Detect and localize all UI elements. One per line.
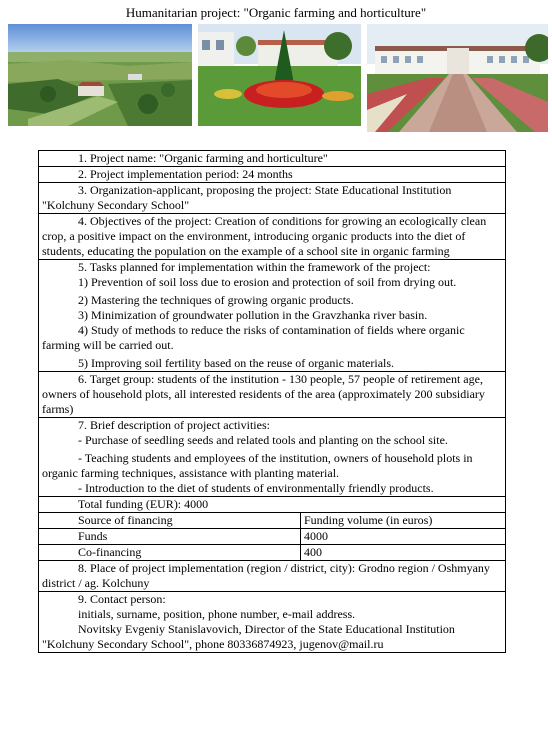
organization-applicant: 3. Organization-applicant, proposing the project: State Educational Institution "Kolchuny Secondary School" [42, 183, 452, 212]
funding-header-row [39, 513, 506, 529]
activity-item: - Introduction to the diet of students of environmentally friendly products. [78, 481, 434, 495]
aerial-village-photo [8, 24, 192, 126]
task-item: 3) Minimization of groundwater pollution in the Gravzhanka river basin. [78, 308, 428, 322]
table-row [39, 592, 506, 653]
task-item: 1) Prevention of soil loss due to erosion and protection of soil from drying out. [78, 275, 457, 289]
funding-volume: 4000 [304, 529, 328, 543]
project-objectives: 4. Objectives of the project: Creation of conditions for growing an ecologically clean crop, a positive impact on the environment, introducing organic products into the diet of students, educating the population on the example of a school site in organic farming [42, 214, 487, 258]
school-flowerbed-photo [198, 24, 361, 126]
contact-line: Novitsky Evgeniy Stanislavovich, Director of the State Educational Institution "Kolchuny Secondary School", phone 80336874923, jugenov@mail.ru [42, 622, 455, 651]
table-row [39, 418, 506, 497]
table-row [39, 183, 506, 214]
page-title: Humanitarian project: "Organic farming and horticulture" [125, 5, 427, 20]
funding-volume: 400 [304, 545, 322, 559]
table-row [39, 260, 506, 372]
school-path-photo [367, 24, 548, 132]
task-item: 2) Mastering the techniques of growing organic products. [78, 293, 354, 307]
contact-line: initials, surname, position, phone number, e-mail address. [78, 607, 356, 621]
implementation-place: 8. Place of project implementation (region / district, city): Grodno region / Oshmyany district / ag. Kolchuny [42, 561, 490, 590]
project-table [38, 150, 506, 653]
project-name: 1. Project name: "Organic farming and horticulture" [78, 151, 328, 165]
funding-source: Co-financing [78, 545, 142, 559]
funding-row [39, 545, 506, 561]
activities-heading: 7. Brief description of project activities: [78, 418, 270, 432]
funding-row [39, 529, 506, 545]
table-row [39, 372, 506, 418]
table-row [39, 497, 506, 513]
task-item: 5) Improving soil fertility based on the reuse of organic materials. [78, 356, 395, 370]
implementation-period: 2. Project implementation period: 24 months [78, 167, 293, 181]
funding-source-header: Source of financing [78, 513, 173, 527]
activity-item: - Purchase of seedling seeds and related tools and planting on the school site. [78, 433, 448, 447]
task-item: 4) Study of methods to reduce the risks of contamination of fields where organic farming will be carried out. [42, 323, 465, 352]
table-row [39, 151, 506, 167]
tasks-heading: 5. Tasks planned for implementation within the framework of the project: [78, 260, 431, 274]
activity-item: - Teaching students and employees of the institution, owners of household plots in organic farming techniques, assistance with planting material. [42, 451, 473, 480]
target-group: 6. Target group: students of the institution - 130 people, 57 people of retirement age, owners of household plots, all interested residents of the area (approximately 200 subsidiary farms) [42, 372, 485, 416]
table-row [39, 167, 506, 183]
funding-source: Funds [78, 529, 108, 543]
contact-heading: 9. Contact person: [78, 592, 166, 606]
funding-volume-header: Funding volume (in euros) [304, 513, 433, 527]
total-funding: Total funding (EUR): 4000 [78, 497, 209, 511]
table-row [39, 561, 506, 592]
table-row [39, 214, 506, 260]
